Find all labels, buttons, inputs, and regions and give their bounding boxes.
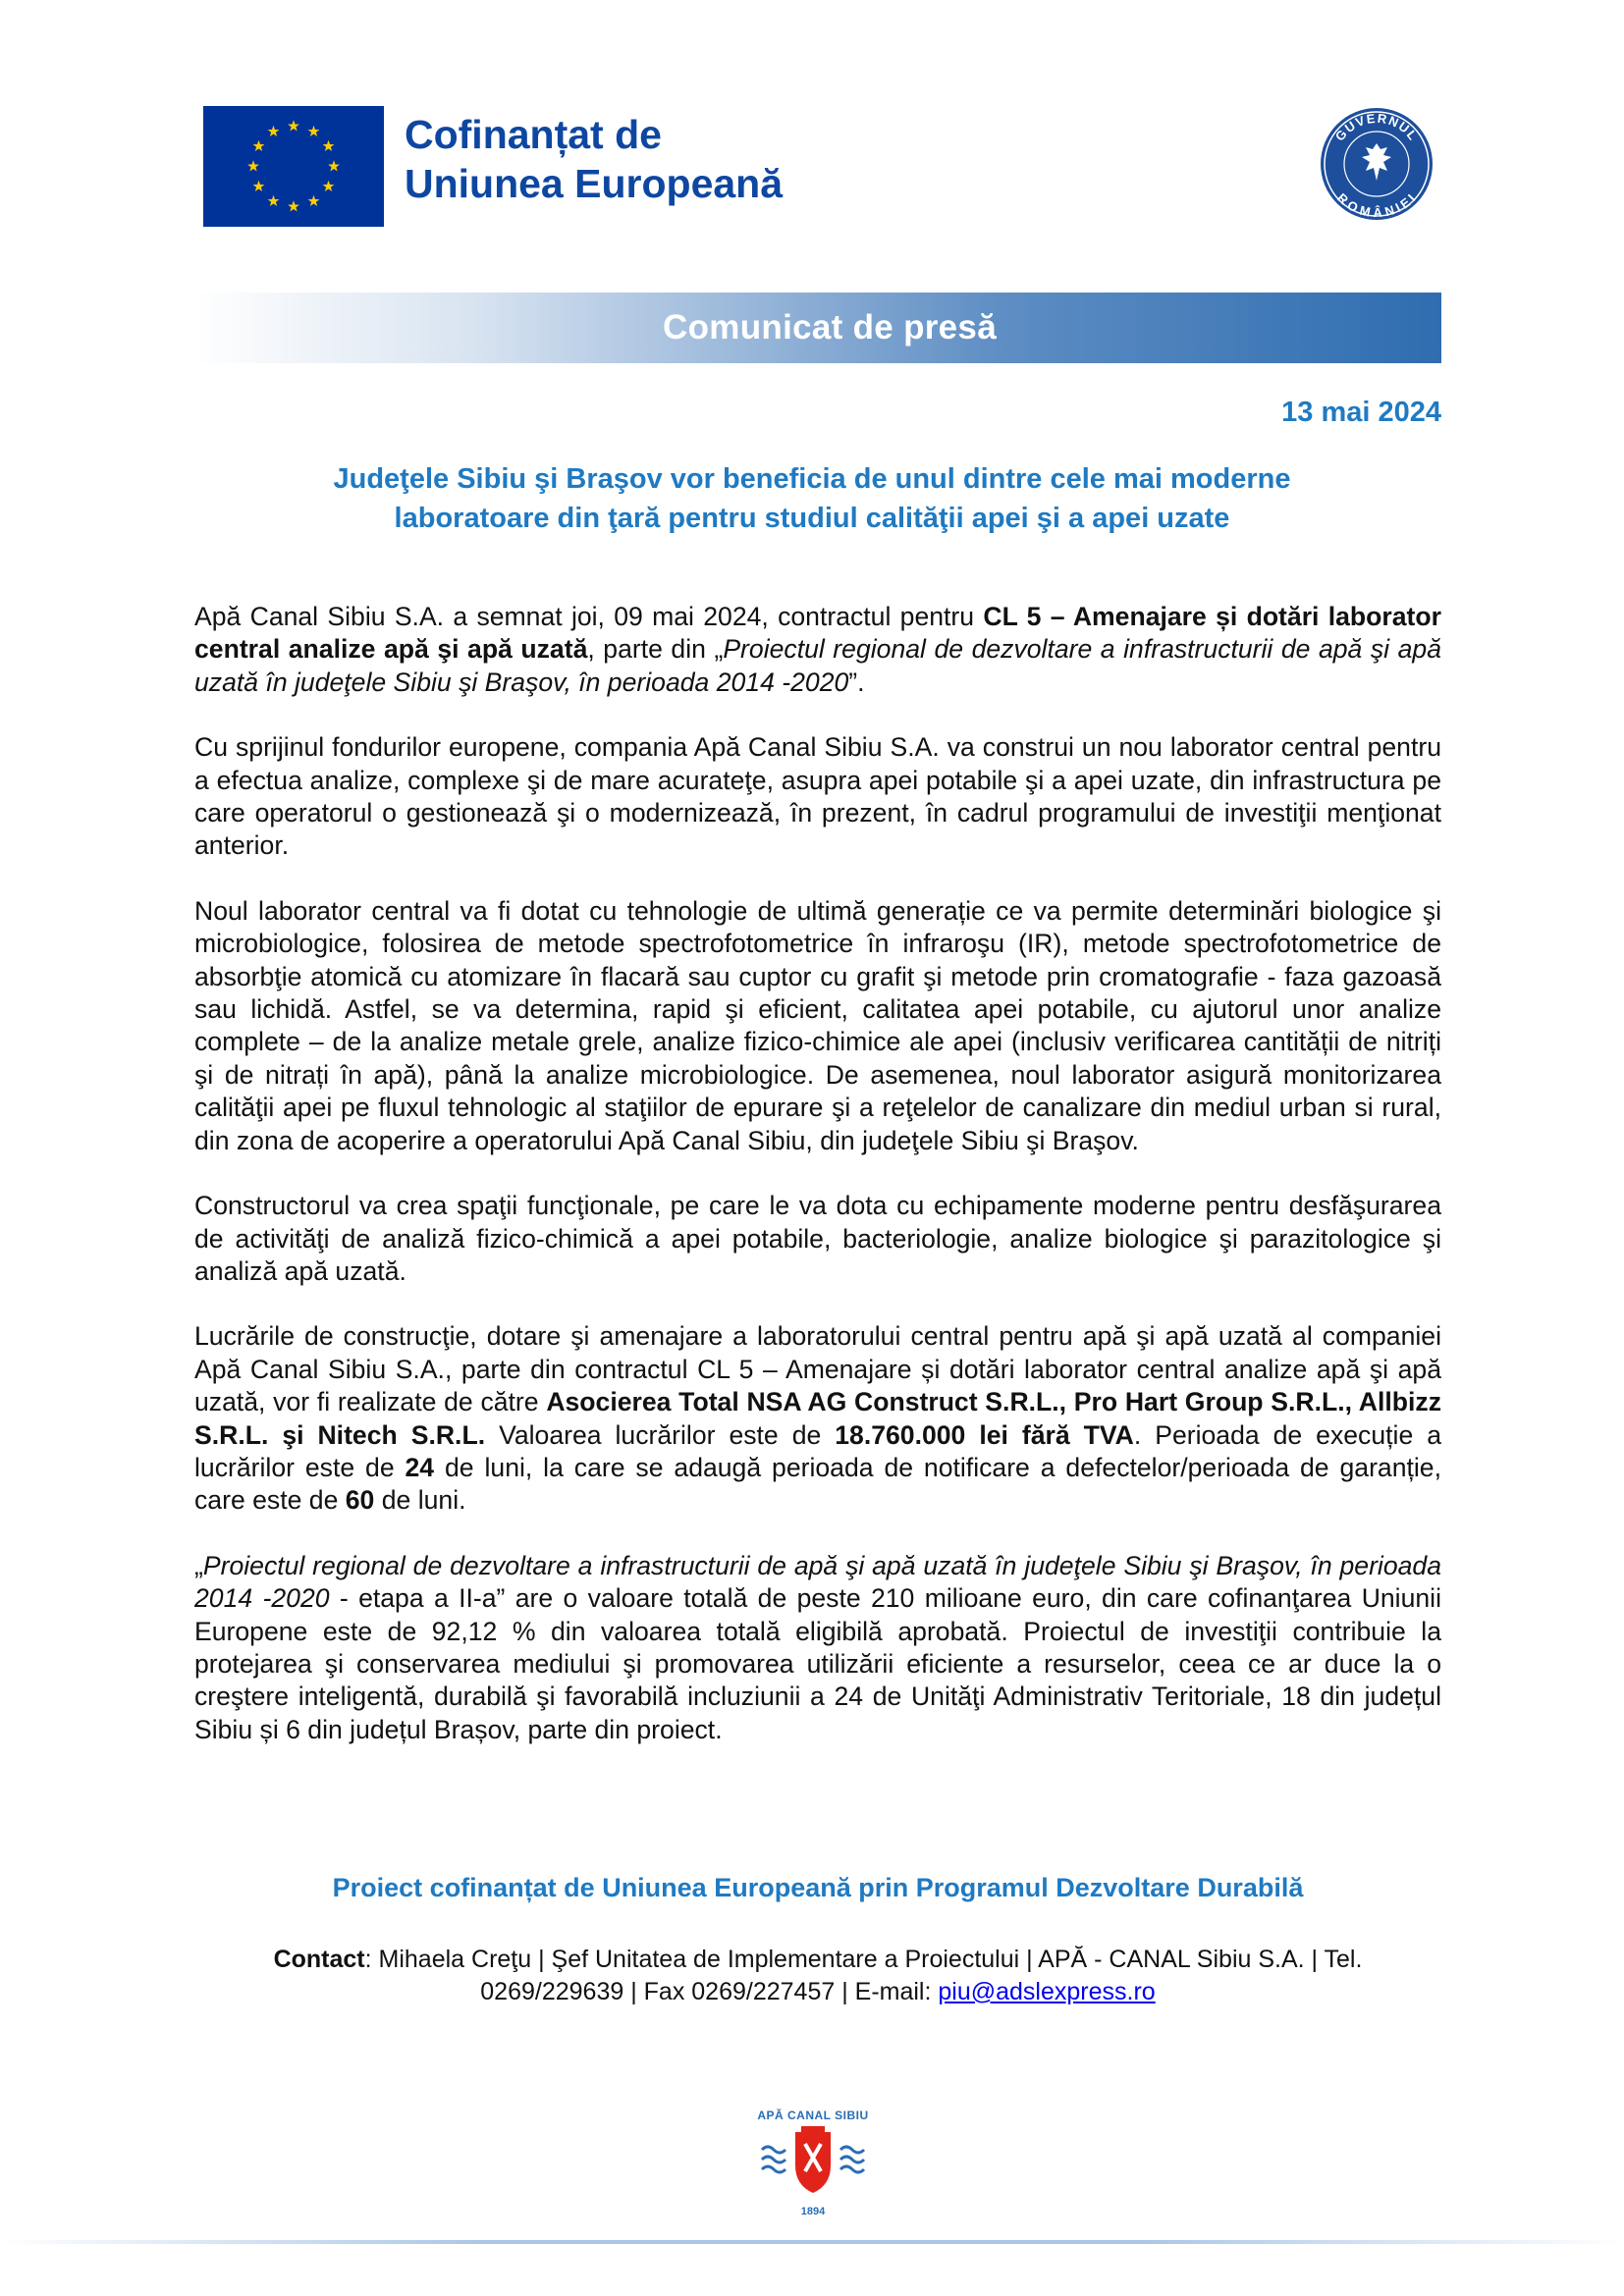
contact-phone-fax: 0269/229639 | Fax 0269/227457 | E-mail: <box>480 1978 939 2005</box>
eu-star <box>323 181 335 191</box>
eu-star <box>328 160 340 171</box>
p1-contract-name: CL 5 – Amenajare și dotări laborator central analize apă şi apă uzată <box>194 602 1441 665</box>
paragraph-3: Noul laborator central va fi dotat cu tehnologie de ultimă generație ce va permite determinări biologice şi microbiologice, folosirea de metode spectrofotometrice în infraroşu (IR), metode spectrofotometrice de absorbţie atomică cu atomizare în flacară sau cuptor cu grafit şi metode prin cromatografie - faza gazoasă sau lichidă. Astfel, se va determina, rapid şi eficient, calitatea apei potabile, cu ajutorul unor analize complete – de la analize metale grele, analize fizico-chimice ale apei (inclusiv verificarea cantității de nitriți şi de nitrați în apă), până la analize microbiologice. De asemenea, noul laborator asigură monitorizarea calităţii apei pe fluxul tehnologic al staţiilor de epurare şi a reţelelor de canalizare din mediul urban si rural, din zona de acoperire a operatorului Apă Canal Sibiu, din judeţele Sibiu şi Braşov. <box>194 895 1441 1155</box>
cofinancing-title <box>405 110 783 208</box>
eu-star <box>247 160 259 171</box>
paragraph-1 <box>194 601 1441 699</box>
p6-text-c: - etapa a II-a” are o valoare totală de peste 210 milioane euro, din care cofinanţarea Uniunii Europene este de 92,12 % din valoarea totală eligibilă aprobată. Proiectul de investiţii contribuie la protejarea şi conservarea mediului şi promovarea utilizării eficiente a resurselor, ceea ce ar duce la o creştere inteligentă, durabilă şi favorabilă incluziunii a 24 de Unităţi Administrativ Teritoriale, 18 din județul Sibiu și 6 din județul Brașov, parte din proiect. <box>194 1583 1441 1744</box>
p1-text-c: , parte din „ <box>587 634 724 665</box>
release-date: 13 mai 2024 <box>1281 397 1441 428</box>
contact-label: Contact <box>273 1946 365 1973</box>
eu-flag-logo <box>203 106 384 227</box>
eu-star <box>288 120 299 131</box>
cofinancing-line1: Cofinanțat de <box>405 112 662 157</box>
eu-star <box>308 195 320 206</box>
eu-star <box>253 181 265 191</box>
p1-project-name: Proiectul regional de dezvoltare a infrastructurii de apă şi apă uzată în judeţele Sibiu şi Braşov, în perioada 2014 -2020 <box>194 634 1441 697</box>
paragraph-5 <box>194 1320 1441 1517</box>
contact-line1 <box>194 1944 1441 1976</box>
seal-text-top: GUVERNUL <box>1331 110 1422 144</box>
headline-line2: laboratoare din ţară pentru studiul calităţii apei şi a apei uzate <box>394 503 1230 534</box>
p5-contractors: Asocierea Total NSA AG Construct S.R.L., Pro Hart Group S.R.L., Allbizz S.R.L. şi Nitech S.R.L. <box>194 1387 1441 1450</box>
headline-line1: Judeţele Sibiu şi Braşov vor beneficia de unul dintre cele mai moderne <box>333 463 1291 495</box>
p5-text-g: de luni, la care se adaugă perioada de notificare a defectelor/perioada de garanție, care este de <box>194 1452 1441 1516</box>
paragraph-4: Constructorul va crea spaţii funcţionale, pe care le va dota cu echipamente moderne pentru desfăşurarea de activităţi de analiză fizico-chimică a apei potabile, bacteriologie, analize biologice şi parazitologice şi analiză apă uzată. <box>194 1191 1441 1286</box>
eu-star <box>253 140 265 151</box>
p5-value: 18.760.000 lei fără TVA <box>835 1419 1134 1450</box>
press-release-banner <box>194 293 1441 363</box>
project-cofinancing-line: Proiect cofinanțat de Uniunea Europeană prin Programul Dezvoltare Durabilă <box>332 1873 1304 1902</box>
contact-email-link[interactable]: piu@adslexpress.ro <box>938 1978 1156 2005</box>
apa-canal-sibiu-logo <box>754 2109 872 2236</box>
p5-text-e: . Perioada de execuție a lucrărilor este de <box>194 1419 1441 1482</box>
eu-stars-icon <box>203 106 384 227</box>
logo-company-name: APĂ CANAL SIBIU <box>757 2109 869 2122</box>
eu-star <box>288 200 299 211</box>
government-seal-logo <box>1319 106 1435 222</box>
p5-text-i: de luni. <box>374 1485 466 1516</box>
p6-text-a: „ <box>194 1550 203 1580</box>
crest-waves-icon <box>754 2122 872 2201</box>
eu-star <box>268 126 280 136</box>
cofinancing-line2: Uniunea Europeană <box>405 161 784 206</box>
p1-text-a: Apă Canal Sibiu S.A. a semnat joi, 09 mai 2024, contractul pentru <box>194 602 984 631</box>
footer-divider <box>0 2240 1624 2244</box>
contact-line2 <box>194 1976 1441 2008</box>
p6-project-name: Proiectul regional de dezvoltare a infrastructurii de apă şi apă uzată în judeţele Sibiu şi Braşov, în perioada 2014 -2020 <box>194 1550 1441 1614</box>
p5-warranty: 60 <box>345 1485 375 1516</box>
logo-founding-year: 1894 <box>800 2206 826 2217</box>
p5-text-c: Valoarea lucrărilor este de <box>485 1419 836 1450</box>
eu-star <box>308 126 320 136</box>
article-body <box>194 601 1441 1779</box>
p5-text-a: Lucrările de construcţie, dotare şi amenajare a laboratorului central pentru apă şi apă uzată al companiei Apă Canal Sibiu S.A., parte din contractul CL 5 – Amenajare și dotări laborator central analize apă şi apă uzată, vor fi realizate de către <box>194 1321 1441 1417</box>
p5-duration: 24 <box>405 1452 435 1482</box>
headline <box>245 459 1379 538</box>
paragraph-2: Cu sprijinul fondurilor europene, compania Apă Canal Sibiu S.A. va construi un nou laborator central pentru a efectua analize, complexe şi de mare acurateţe, asupra apei potabile şi a apei uzate, din infrastructura pe care operatorul o gestionează şi o modernizează, în prezent, în cadrul programului de investiţii menţionat anterior. <box>194 732 1441 861</box>
paragraph-6 <box>194 1550 1441 1746</box>
seal-text-bottom: ROMÂNIEI <box>1334 189 1420 221</box>
contact-details: : Mihaela Creţu | Şef Unitatea de Implementare a Proiectului | APĂ - CANAL Sibiu S.A. | Tel. <box>364 1946 1363 1973</box>
banner-title: Comunicat de presă <box>663 308 997 347</box>
eu-star <box>268 195 280 206</box>
p1-text-e: ”. <box>848 667 865 697</box>
contact-info <box>194 1944 1441 2008</box>
eu-star <box>323 140 335 151</box>
